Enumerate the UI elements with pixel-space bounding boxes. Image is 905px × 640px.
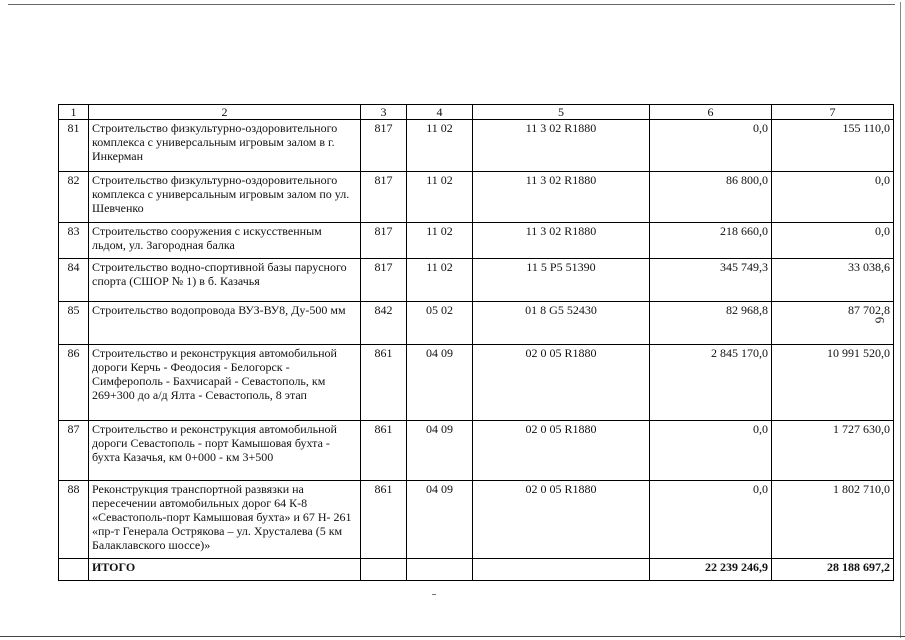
row-number: 83 xyxy=(59,223,89,259)
table-row xyxy=(59,223,894,259)
table-row xyxy=(59,481,894,559)
ministry-code: 861 xyxy=(361,481,407,559)
section-code: 11 02 xyxy=(407,259,473,302)
object-name: Строительство физкультурно-оздоровительного комплекса с универсальным игровым залом по ул. Шевченко xyxy=(89,172,361,223)
table-row xyxy=(59,172,894,223)
amount-col7: 0,0 xyxy=(772,172,894,223)
table-row xyxy=(59,120,894,172)
amount-col7: 33 038,6 xyxy=(772,259,894,302)
object-name: Строительство и реконструкция автомобильной дороги Севастополь - порт Камышовая бухта - бухта Казачья, км 0+000 - км 3+500 xyxy=(89,421,361,481)
section-code: 04 09 xyxy=(407,481,473,559)
amount-col7: 87 702,8 xyxy=(772,302,894,345)
column-header: 1 xyxy=(59,105,89,120)
column-header: 5 xyxy=(473,105,650,120)
object-name: Строительство сооружения с искусственным льдом, ул. Загородная балка xyxy=(89,223,361,259)
table-row xyxy=(59,345,894,421)
column-header: 2 xyxy=(89,105,361,120)
budget-table xyxy=(58,104,894,581)
ministry-code: 861 xyxy=(361,421,407,481)
object-name: Строительство водопровода ВУЗ-ВУ8, Ду-500 мм xyxy=(89,302,361,345)
target-article-code: 02 0 05 R1880 xyxy=(473,421,650,481)
section-code: 11 02 xyxy=(407,172,473,223)
amount-col6: 2 845 170,0 xyxy=(650,345,772,421)
amount-col7: 0,0 xyxy=(772,223,894,259)
table-row xyxy=(59,259,894,302)
total-row xyxy=(59,559,894,581)
amount-col7: 155 110,0 xyxy=(772,120,894,172)
table-header-row xyxy=(59,105,894,120)
object-name: Реконструкция транспортной развязки на пересечении автомобильных дорог 64 К-8 «Севастополь-порт Камышовая бухта» и 67 Н- 261 «пр-т Генерала Острякова – ул. Хрусталева (5 км Балаклавского шоссе)» xyxy=(89,481,361,559)
row-number: 86 xyxy=(59,345,89,421)
amount-col6: 86 800,0 xyxy=(650,172,772,223)
row-number: 82 xyxy=(59,172,89,223)
target-article-code: 02 0 05 R1880 xyxy=(473,481,650,559)
section-code: 11 02 xyxy=(407,120,473,172)
amount-col6: 82 968,8 xyxy=(650,302,772,345)
ministry-code: 842 xyxy=(361,302,407,345)
section-code: 05 02 xyxy=(407,302,473,345)
object-name: Строительство и реконструкция автомобильной дороги Керчь - Феодосия - Белогорск - Симферополь - Бахчисарай - Севастополь, км 269+300 до а/д Ялта - Севастополь, 8 этап xyxy=(89,345,361,421)
total-blank-cell xyxy=(59,559,89,581)
table-row xyxy=(59,421,894,481)
total-blank-cell xyxy=(361,559,407,581)
amount-col6: 0,0 xyxy=(650,120,772,172)
ministry-code: 817 xyxy=(361,223,407,259)
amount-col6: 218 660,0 xyxy=(650,223,772,259)
target-article-code: 01 8 G5 52430 xyxy=(473,302,650,345)
row-number: 87 xyxy=(59,421,89,481)
target-article-code: 11 3 02 R1880 xyxy=(473,120,650,172)
ministry-code: 861 xyxy=(361,345,407,421)
section-code: 04 09 xyxy=(407,345,473,421)
amount-col7: 1 727 630,0 xyxy=(772,421,894,481)
amount-col6: 345 749,3 xyxy=(650,259,772,302)
amount-col7: 1 802 710,0 xyxy=(772,481,894,559)
ministry-code: 817 xyxy=(361,259,407,302)
total-blank-cell xyxy=(473,559,650,581)
column-header: 3 xyxy=(361,105,407,120)
object-name: Строительство водно-спортивной базы парусного спорта (СШОР № 1) в б. Казачья xyxy=(89,259,361,302)
total-label: ИТОГО xyxy=(89,559,361,581)
scan-edge-right xyxy=(900,2,901,638)
column-header: 6 xyxy=(650,105,772,120)
column-header: 4 xyxy=(407,105,473,120)
scan-edge-top xyxy=(8,4,895,5)
column-header: 7 xyxy=(772,105,894,120)
scan-edge-bottom xyxy=(0,636,905,637)
row-number: 84 xyxy=(59,259,89,302)
ministry-code: 817 xyxy=(361,172,407,223)
object-name: Строительство физкультурно-оздоровительного комплекса с универсальным игровым залом в г. Инкерман xyxy=(89,120,361,172)
row-number: 85 xyxy=(59,302,89,345)
amount-col6: 0,0 xyxy=(650,421,772,481)
total-col7: 28 188 697,2 xyxy=(772,559,894,581)
row-number: 81 xyxy=(59,120,89,172)
total-blank-cell xyxy=(407,559,473,581)
scan-artifact xyxy=(432,594,436,595)
row-number: 88 xyxy=(59,481,89,559)
total-col6: 22 239 246,9 xyxy=(650,559,772,581)
table-row xyxy=(59,302,894,345)
target-article-code: 11 3 02 R1880 xyxy=(473,172,650,223)
section-code: 11 02 xyxy=(407,223,473,259)
target-article-code: 02 0 05 R1880 xyxy=(473,345,650,421)
target-article-code: 11 3 02 R1880 xyxy=(473,223,650,259)
ministry-code: 817 xyxy=(361,120,407,172)
amount-col6: 0,0 xyxy=(650,481,772,559)
section-code: 04 09 xyxy=(407,421,473,481)
page-number: 6 xyxy=(872,316,888,324)
amount-col7: 10 991 520,0 xyxy=(772,345,894,421)
target-article-code: 11 5 P5 51390 xyxy=(473,259,650,302)
